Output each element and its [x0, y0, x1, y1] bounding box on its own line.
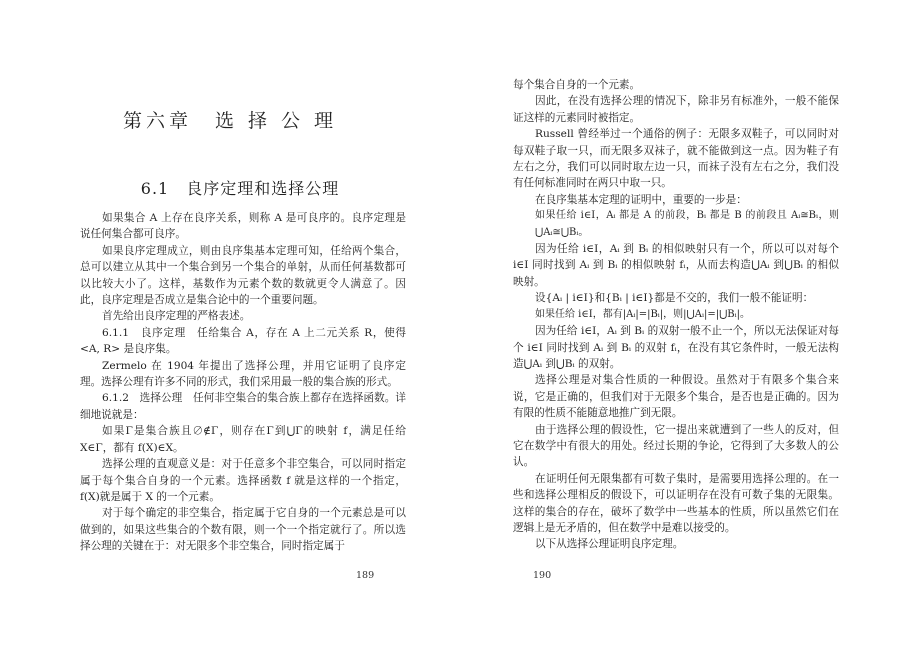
paragraph: 如果集合 A 上存在良序关系，则称 A 是可良序的。良序定理是说任何集合都可良序。 [80, 212, 406, 241]
quoted-statement: 如果任给 i∈I，Aᵢ 都是 A 的前段，Bᵢ 都是 B 的前段且 Aᵢ≅Bᵢ，则⋃Aᵢ≅⋃Bᵢ。 [535, 210, 839, 238]
paragraph: Russell 曾经举过一个通俗的例子：无限多双鞋子，可以同时对每双鞋子取一只，而无限多双袜子，就不能做到这一点。因为鞋子有左右之分，我们可以同时取左边一只，而袜子没有左右之分，我们没有任何标准同时在两只中取一只。 [513, 128, 839, 190]
section-title: 6.1 良序定理和选择公理 [140, 179, 340, 198]
paragraph: 以下从选择公理证明良序定理。 [535, 538, 684, 551]
paragraph: 因为任给 i∈I，Aᵢ 到 Bᵢ 的双射一般不止一个，所以无法保证对每个 i∈I 同时找到 Aᵢ 到 Bᵢ 的双射 fᵢ，在没有其它条件时，一般无法构造⋃Aᵢ 到⋃Bᵢ 的双射。 [513, 325, 839, 370]
paragraph: 首先给出良序定理的严格表述。 [102, 310, 251, 323]
theorem-well-ordering: 6.1.1 良序定理 任给集合 A，存在 A 上二元关系 R，使得 <A, R> 是良序集。 [80, 326, 406, 356]
right-body-text [513, 77, 839, 553]
paragraph: 由于选择公理的假设性，它一提出来就遭到了一些人的反对，但它在数学中有很大的用处。经过长期的争论，它得到了大多数人的公认。 [513, 423, 839, 469]
right-page [460, 0, 920, 651]
paragraph: Zermelo 在 1904 年提出了选择公理，并用它证明了良序定理。选择公理有许多不同的形式，我们采用最一般的集合族的形式。 [80, 359, 406, 389]
paragraph: 因此，在没有选择公理的情况下，除非另有标准外，一般不能保证这样的元素同时被指定。 [513, 95, 839, 124]
page-number: 189 [356, 570, 375, 581]
paragraph: 选择公理的直观意义是：对于任意多个非空集合，可以同时指定属于每个集合自身的一个元素。选择函数 f 就是这样的一个指定，f(X)就是属于 X 的一个元素。 [80, 458, 406, 503]
quoted-statement: 如果任给 i∈I，都有|Aᵢ|=|Bᵢ|，则|⋃Aᵢ|=|⋃Bᵢ|。 [535, 308, 751, 320]
chapter-title: 第六章 选 择 公 理 [122, 110, 338, 132]
paragraph: 如果良序定理成立，则由良序集基本定理可知，任给两个集合，总可以建立从其中一个集合到另一个集合的单射，从而任何基数都可以比较大小了。这样，基数作为元素个数的数就更令人满意了。因此，良序定理是否成立是集合论中的一个重要问题。 [80, 244, 406, 307]
paragraph: 因为任给 i∈I，Aᵢ 到 Bᵢ 的相似映射只有一个，所以可以对每个 i∈I 同时找到 Aᵢ 到 Bᵢ 的相似映射 fᵢ，从而去构造⋃Aᵢ 到⋃Bᵢ 的相似映射。 [513, 243, 839, 288]
paragraph: 在良序集基本定理的证明中，重要的一步是： [535, 193, 747, 206]
left-body-text [80, 210, 406, 555]
page-number: 190 [533, 570, 552, 581]
paragraph: 选择公理是对集合性质的一种假设。虽然对于有限多个集合来说，它是正确的，但我们对于无限多个集合，是否也是正确的。因为有限的性质不能随意地推广到无限。 [513, 374, 839, 420]
paragraph: 如果Γ是集合族且∅∉Γ，则存在Γ到⋃Γ的映射 f，满足任给 X∈Γ，都有 f(X)∈X。 [80, 425, 406, 454]
paragraph: 设{Aᵢ | i∈I}和{Bᵢ | i∈I}都是不交的，我们一般不能证明： [535, 292, 814, 305]
paragraph: 在证明任何无限集都有可数子集时，是需要用选择公理的。在一些和选择公理相反的假设下，可以证明存在没有可数子集的无限集。这样的集合的存在，破坏了数学中一些基本的性质，所以虽然它们在逻辑上是无矛盾的，但在数学中是难以接受的。 [513, 472, 839, 534]
axiom-of-choice: 6.1.2 选择公理 任何非空集合的集合族上都存在选择函数。详细地说就是： [80, 392, 406, 421]
paragraph: 对于每个确定的非空集合，指定属于它自身的一个元素总是可以做到的，如果这些集合的个数有限，则一个一个指定就行了。所以选择公理的关键在于：对无限多个非空集合，同时指定属于 [80, 507, 406, 553]
paragraph: 每个集合自身的一个元素。 [513, 79, 641, 91]
